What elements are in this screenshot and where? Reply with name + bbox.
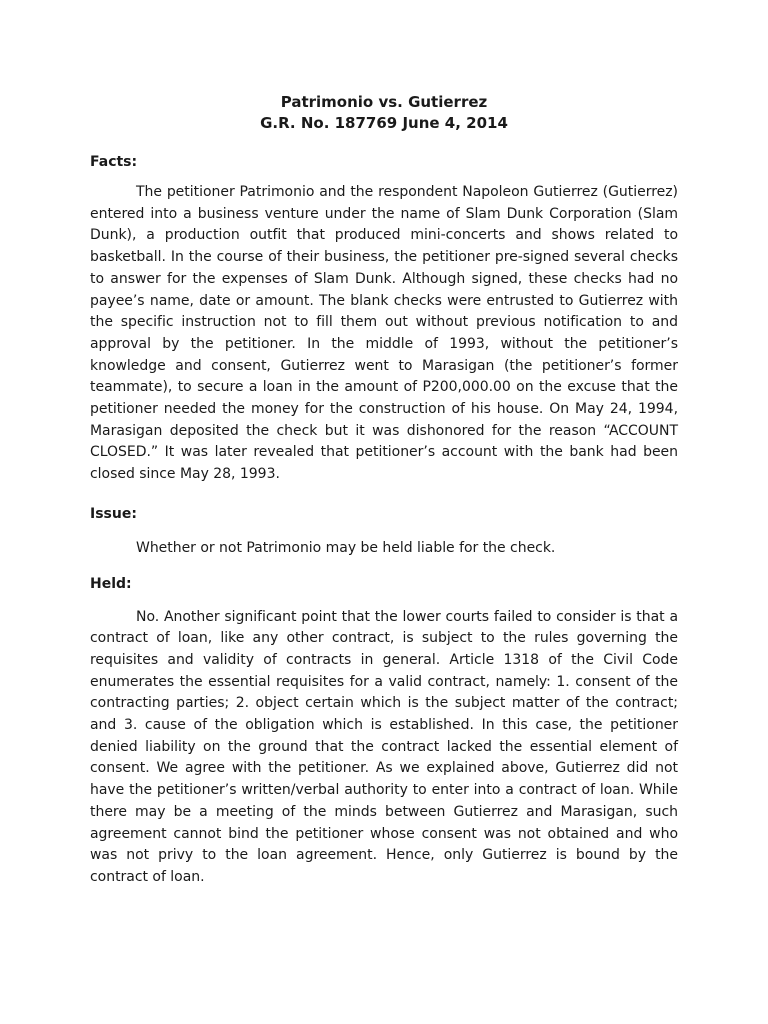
issue-paragraph: Whether or not Patrimonio may be held liable for the check. bbox=[136, 539, 556, 556]
facts-heading: Facts: bbox=[90, 154, 138, 170]
title-block bbox=[90, 92, 678, 134]
held-heading: Held: bbox=[90, 575, 132, 592]
issue-heading: Issue: bbox=[90, 505, 137, 522]
case-title: Patrimonio vs. Gutierrez bbox=[280, 93, 488, 111]
case-number: G.R. No. 187769 June 4, 2014 bbox=[260, 114, 508, 132]
document-page bbox=[90, 92, 678, 889]
held-paragraph: No. Another significant point that the lower courts failed to consider is that a contract of loan, like any other contract, is subject to the rules governing the requisites and validity of contracts in general. Article 1318 of the Civil Code enumerates the essential requisites for a valid contract, namely: 1. consent of the contracting parties; 2. object certain which is the subject matter of the contract; and 3. cause of the obligation which is established. In this case, the petitioner denied liability on the ground that the contract lacked the essential element of consent. We agree with the petitioner. As we explained above, Gutierrez did not have the petitioner’s written/verbal authority to enter into a contract of loan. While there may be a meeting of the minds between Gutierrez and Marasigan, such agreement cannot bind the petitioner whose consent was not obtained and who was not privy to the loan agreement. Hence, only Gutierrez is bound by the contract of loan. bbox=[90, 608, 678, 885]
facts-paragraph: The petitioner Patrimonio and the respondent Napoleon Gutierrez (Gutierrez) entered into a business venture under the name of Slam Dunk Corporation (Slam Dunk), a production outfit that produced mini-concerts and shows related to basketball. In the course of their business, the petitioner pre-signed several checks to answer for the expenses of Slam Dunk. Although signed, these checks had no payee’s name, date or amount. The blank checks were entrusted to Gutierrez with the specific instruction not to fill them out without previous notification to and approval by the petitioner. In the middle of 1993, without the petitioner’s knowledge and consent, Gutierrez went to Marasigan (the petitioner’s former teammate), to secure a loan in the amount of P200,000.00 on the excuse that the petitioner needed the money for the construction of his house. On May 24, 1994, Marasigan deposited the check but it was dishonored for the reason “ACCOUNT CLOSED.” It was later revealed that petitioner’s account with the bank had been closed since May 28, 1993. bbox=[90, 184, 678, 483]
